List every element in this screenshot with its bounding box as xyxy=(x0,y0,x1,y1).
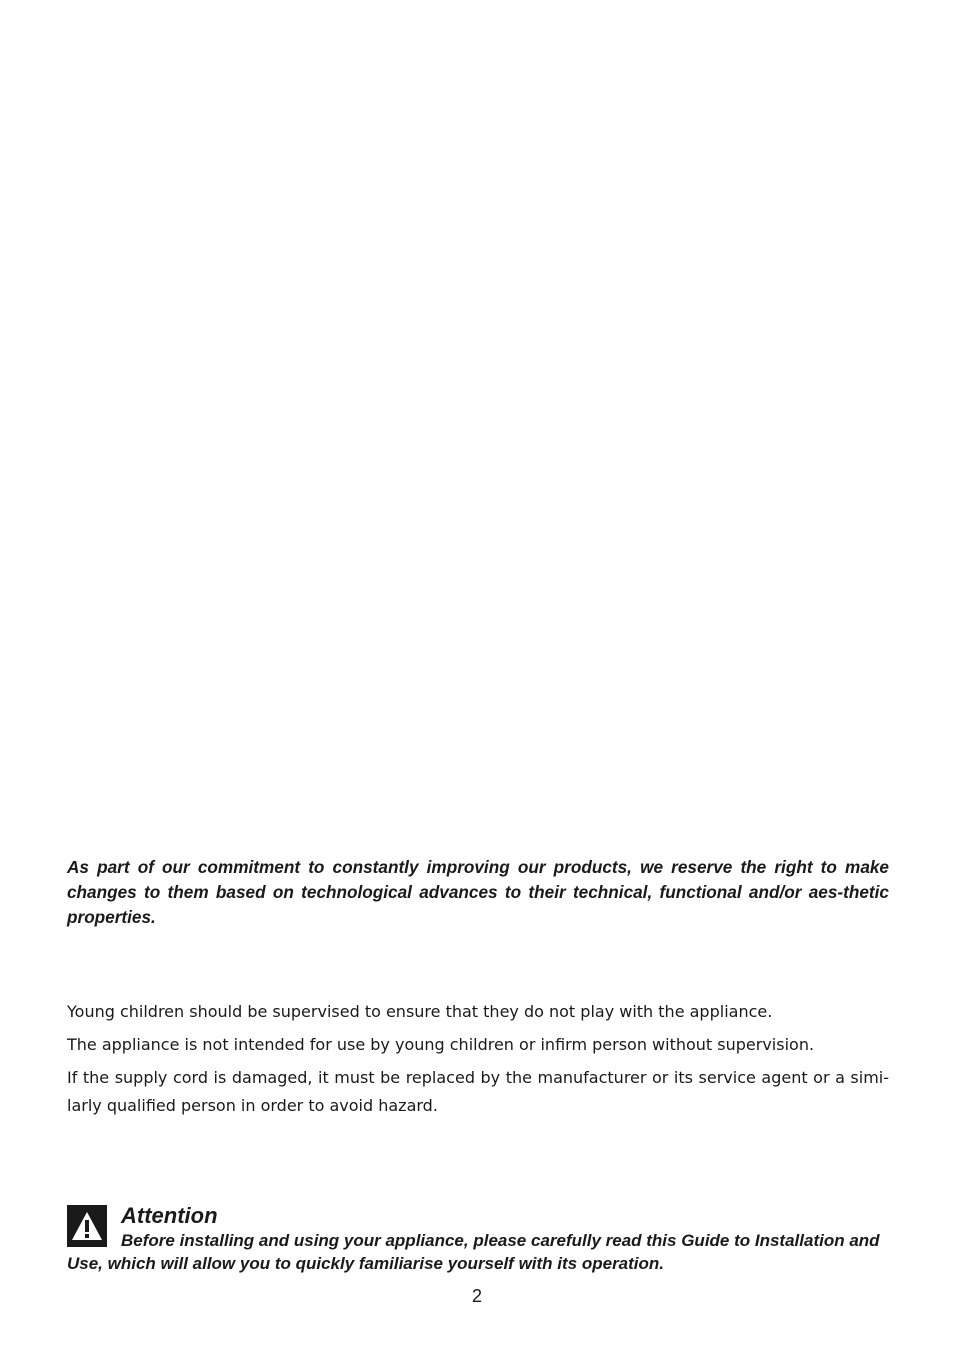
safety-note-not-intended-use: The appliance is not intended for use by young children or infirm person without supervision. xyxy=(67,1035,815,1054)
attention-title: Attention xyxy=(121,1203,218,1228)
page-number: 2 xyxy=(471,1286,482,1306)
safety-note-children-supervision: Young children should be supervised to ensure that they do not play with the appliance. xyxy=(67,1002,773,1021)
safety-note-supply-cord: If the supply cord is damaged, it must be replaced by the manufacturer or its service agent or a simi-larly qualified person in order to avoid hazard. xyxy=(67,1068,889,1115)
safety-notes xyxy=(67,998,889,1125)
attention-text: Before installing and using your appliance, please carefully read this Guide to Installation and Use, which will allow you to quickly familiarise yourself with its operation. xyxy=(67,1231,880,1273)
commitment-notice: As part of our commitment to constantly improving our products, we reserve the right to make changes to them based on technological advances to their technical, functional and/or aes-thetic properties. xyxy=(67,857,889,927)
